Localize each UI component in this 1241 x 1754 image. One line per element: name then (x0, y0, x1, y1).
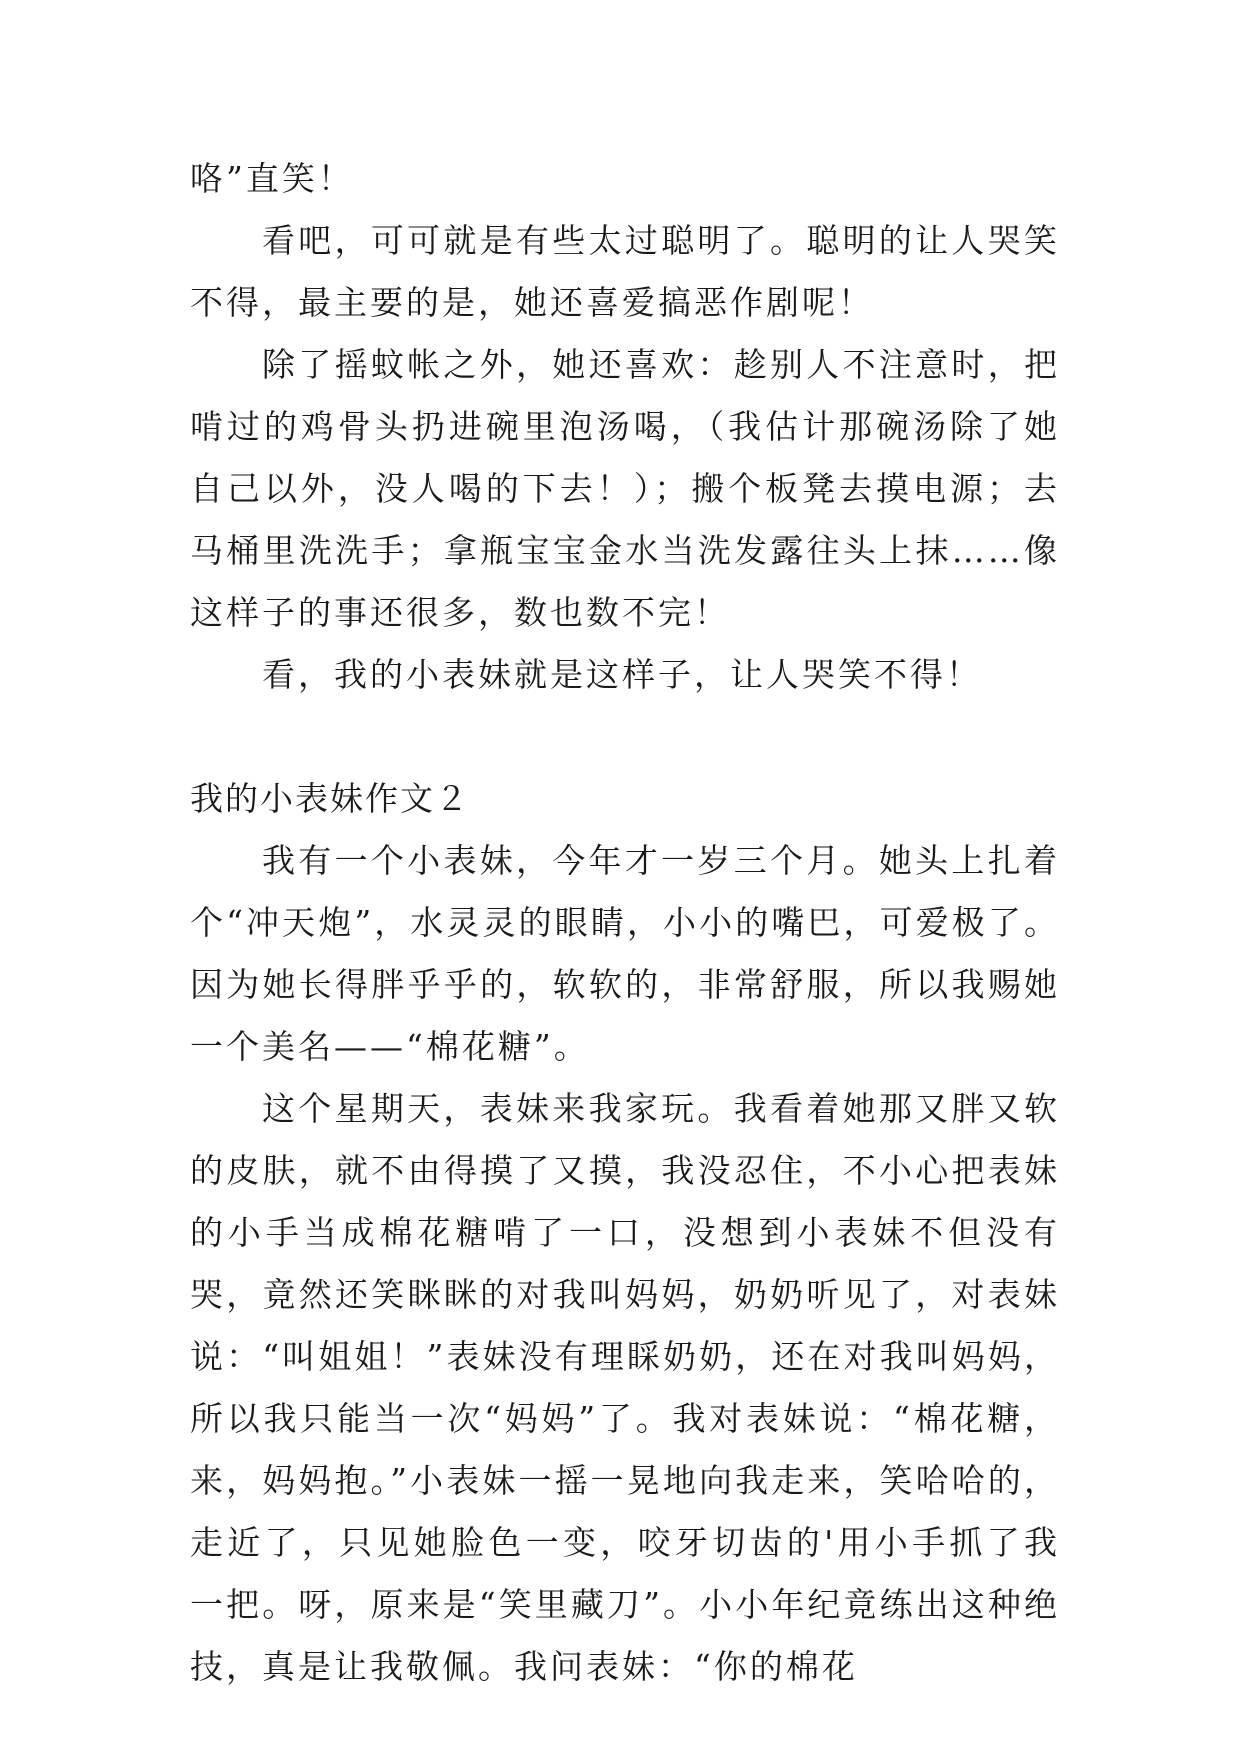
paragraph-story: 这个星期天，表妹来我家玩。我看着她那又胖又软的皮肤，就不由得摸了又摸，我没忍住，不小心把表妹的小手当成棉花糖啃了一口，没想到小表妹不但没有哭，竟然还笑眯眯的对我叫妈妈，奶奶听见了，对表妹说：“叫姐姐！”表妹没有理睬奶奶，还在对我叫妈妈，所以我只能当一次“妈妈”了。我对表妹说：“棉花糖，来，妈妈抱。”小表妹一摇一晃地向我走来，笑哈哈的，走近了，只见她脸色一变，咬牙切齿的'用小手抓了我一把。呀，原来是“笑里藏刀”。小小年纪竟练出这种绝技，真是让我敬佩。我问表妹：“你的棉花 (190, 1089, 1060, 1686)
section-gap (190, 706, 1060, 768)
paragraph-continuation: 咯”直笑！ (190, 159, 354, 198)
paragraph-pranks: 除了摇蚊帐之外，她还喜欢：趁别人不注意时，把啃过的鸡骨头扔进碗里泡汤喝，（我估计那碗汤除了她自己以外，没人喝的下去！）；搬个板凳去摸电源；去马桶里洗洗手；拿瓶宝宝金水当洗发露往头上抹……像这样子的事还很多，数也数不完！ (190, 345, 1060, 632)
paragraph-clever: 看吧，可可就是有些太过聪明了。聪明的让人哭笑不得，最主要的是，她还喜爱搞恶作剧呢！ (190, 221, 1060, 322)
paragraph-conclusion: 看，我的小表妹就是这样子，让人哭笑不得！ (262, 655, 982, 694)
document-body (190, 148, 1060, 1698)
essay-heading: 我的小表妹作文２ (190, 779, 470, 818)
paragraph-intro: 我有一个小表妹，今年才一岁三个月。她头上扎着个“冲天炮”，水灵灵的眼睛，小小的嘴巴，可爱极了。因为她长得胖乎乎的，软软的，非常舒服，所以我赐她一个美名——“棉花糖”。 (190, 841, 1060, 1066)
